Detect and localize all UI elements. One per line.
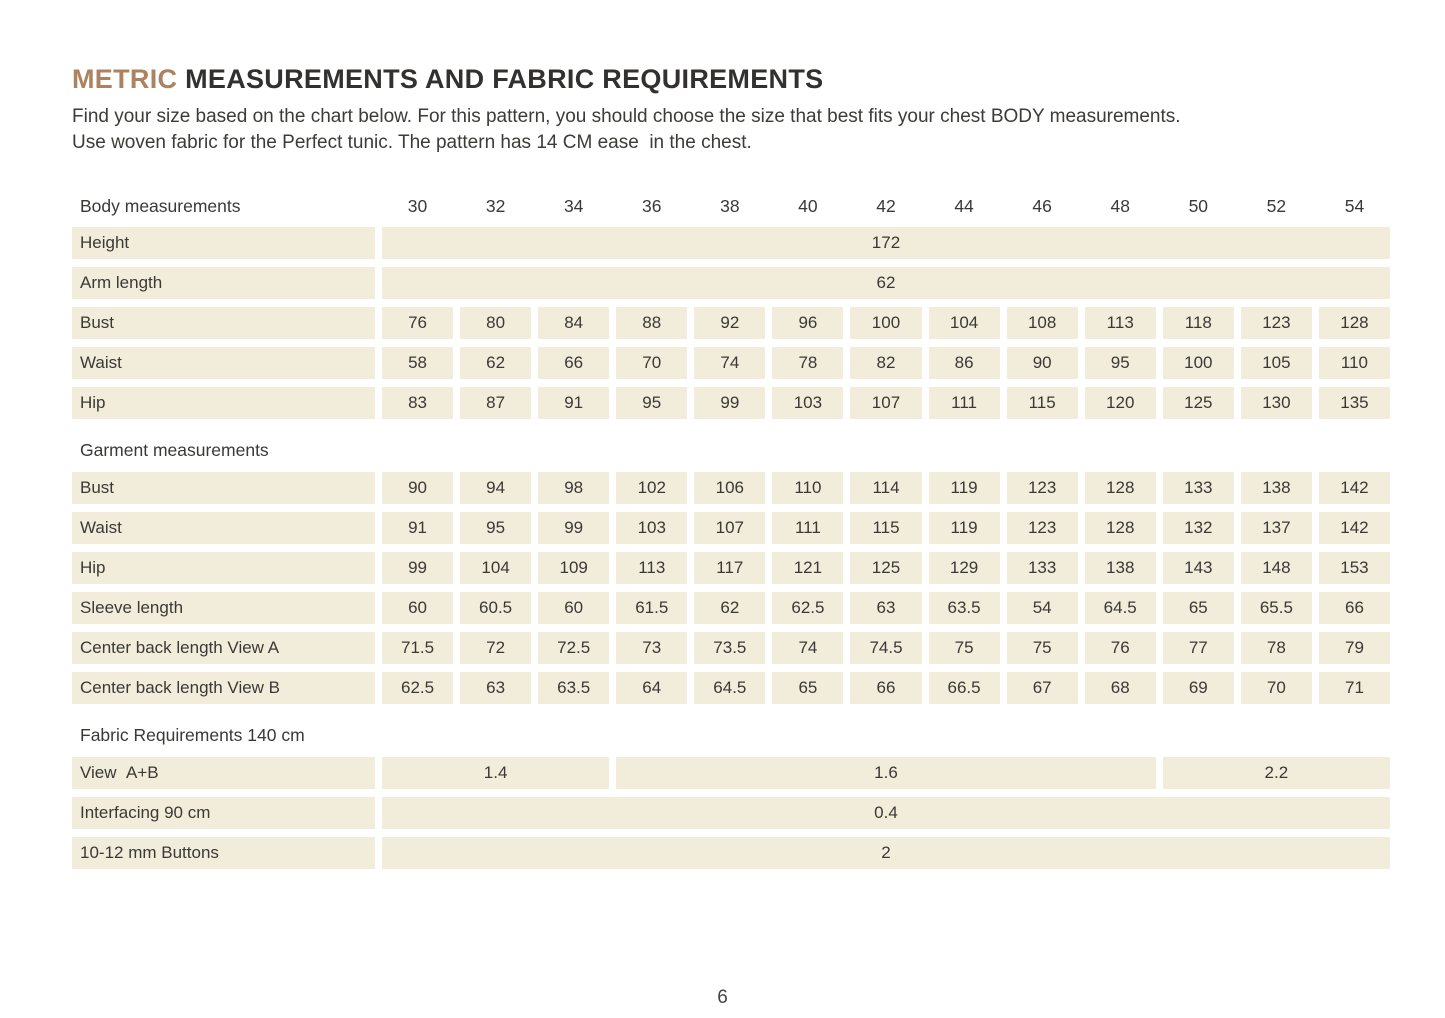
value-cell: 99 xyxy=(538,512,609,544)
value-cell: 74 xyxy=(694,347,765,379)
value-cell: 100 xyxy=(1163,347,1234,379)
row-label: Hip xyxy=(72,552,375,584)
intro-line-2: Use woven fabric for the Perfect tunic. The pattern has 14 CM ease in the chest. xyxy=(72,132,752,154)
value-cell: 62 xyxy=(460,347,531,379)
value-cell: 82 xyxy=(850,347,921,379)
value-cell: 74 xyxy=(772,632,843,664)
value-cell: 67 xyxy=(1007,672,1078,704)
value-cell: 92 xyxy=(694,307,765,339)
value-cell: 132 xyxy=(1163,512,1234,544)
size-column-header: 30 xyxy=(407,195,428,216)
value-cell: 111 xyxy=(772,512,843,544)
title-accent-word: METRIC xyxy=(72,64,178,94)
value-cell: 65.5 xyxy=(1241,592,1312,624)
value-cell: 91 xyxy=(382,512,453,544)
value-cell: 91 xyxy=(538,387,609,419)
section-header: Garment measurements xyxy=(80,440,269,461)
value-cell: 129 xyxy=(929,552,1000,584)
size-column-header: 44 xyxy=(954,195,974,216)
row-label: View A+B xyxy=(72,757,375,789)
value-cell: 109 xyxy=(538,552,609,584)
value-cell: 84 xyxy=(538,307,609,339)
merged-value-cell: 1.4 xyxy=(382,757,609,789)
row-label: Bust xyxy=(72,472,375,504)
value-cell: 133 xyxy=(1007,552,1078,584)
merged-value-cell: 2 xyxy=(382,837,1390,869)
value-cell: 142 xyxy=(1319,512,1390,544)
size-column-header: 50 xyxy=(1188,195,1209,216)
value-cell: 103 xyxy=(616,512,687,544)
value-cell: 111 xyxy=(929,387,1000,419)
value-cell: 90 xyxy=(1007,347,1078,379)
value-cell: 60 xyxy=(382,592,453,624)
row-label: Center back length View B xyxy=(72,672,375,704)
value-cell: 117 xyxy=(694,552,765,584)
value-cell: 72 xyxy=(460,632,531,664)
value-cell: 74.5 xyxy=(850,632,921,664)
value-cell: 120 xyxy=(1085,387,1156,419)
value-cell: 107 xyxy=(694,512,765,544)
value-cell: 60.5 xyxy=(460,592,531,624)
value-cell: 128 xyxy=(1085,512,1156,544)
value-cell: 123 xyxy=(1007,472,1078,504)
row-label: Bust xyxy=(72,307,375,339)
value-cell: 70 xyxy=(616,347,687,379)
row-label: Height xyxy=(72,227,375,259)
value-cell: 142 xyxy=(1319,472,1390,504)
value-cell: 70 xyxy=(1241,672,1312,704)
value-cell: 78 xyxy=(1241,632,1312,664)
value-cell: 86 xyxy=(929,347,1000,379)
value-cell: 118 xyxy=(1163,307,1234,339)
value-cell: 90 xyxy=(382,472,453,504)
value-cell: 60 xyxy=(538,592,609,624)
value-cell: 99 xyxy=(694,387,765,419)
value-cell: 113 xyxy=(1085,307,1156,339)
value-cell: 65 xyxy=(1163,592,1234,624)
row-label: Arm length xyxy=(72,267,375,299)
value-cell: 113 xyxy=(616,552,687,584)
merged-value-cell: 2.2 xyxy=(1163,757,1390,789)
value-cell: 95 xyxy=(460,512,531,544)
value-cell: 54 xyxy=(1007,592,1078,624)
value-cell: 78 xyxy=(772,347,843,379)
size-column-header: 38 xyxy=(720,195,740,216)
value-cell: 66.5 xyxy=(929,672,1000,704)
value-cell: 123 xyxy=(1241,307,1312,339)
value-cell: 102 xyxy=(616,472,687,504)
value-cell: 75 xyxy=(929,632,1000,664)
value-cell: 153 xyxy=(1319,552,1390,584)
value-cell: 75 xyxy=(1007,632,1078,664)
intro-paragraph xyxy=(72,104,1390,156)
value-cell: 104 xyxy=(460,552,531,584)
page-number: 6 xyxy=(717,987,728,1008)
value-cell: 63 xyxy=(460,672,531,704)
value-cell: 87 xyxy=(460,387,531,419)
value-cell: 65 xyxy=(772,672,843,704)
value-cell: 125 xyxy=(1163,387,1234,419)
value-cell: 108 xyxy=(1007,307,1078,339)
page-content xyxy=(72,64,1390,869)
value-cell: 64 xyxy=(616,672,687,704)
row-label: Hip xyxy=(72,387,375,419)
size-column-header: 42 xyxy=(876,195,896,216)
value-cell: 61.5 xyxy=(616,592,687,624)
value-cell: 128 xyxy=(1319,307,1390,339)
value-cell: 73 xyxy=(616,632,687,664)
value-cell: 125 xyxy=(850,552,921,584)
value-cell: 83 xyxy=(382,387,453,419)
row-label: Waist xyxy=(72,347,375,379)
value-cell: 68 xyxy=(1085,672,1156,704)
value-cell: 133 xyxy=(1163,472,1234,504)
size-column-header: 52 xyxy=(1266,195,1287,216)
value-cell: 119 xyxy=(929,512,1000,544)
value-cell: 104 xyxy=(929,307,1000,339)
value-cell: 105 xyxy=(1241,347,1312,379)
value-cell: 121 xyxy=(772,552,843,584)
value-cell: 123 xyxy=(1007,512,1078,544)
value-cell: 71.5 xyxy=(382,632,453,664)
value-cell: 95 xyxy=(1085,347,1156,379)
value-cell: 66 xyxy=(1319,592,1390,624)
value-cell: 80 xyxy=(460,307,531,339)
value-cell: 130 xyxy=(1241,387,1312,419)
size-column-header: 48 xyxy=(1110,195,1130,216)
row-label: Center back length View A xyxy=(72,632,375,664)
merged-value-cell: 1.6 xyxy=(616,757,1156,789)
value-cell: 72.5 xyxy=(538,632,609,664)
value-cell: 58 xyxy=(382,347,453,379)
size-column-header: 34 xyxy=(563,195,584,216)
row-label: 10-12 mm Buttons xyxy=(72,837,375,869)
value-cell: 63 xyxy=(850,592,921,624)
value-cell: 77 xyxy=(1163,632,1234,664)
value-cell: 66 xyxy=(850,672,921,704)
value-cell: 137 xyxy=(1241,512,1312,544)
value-cell: 110 xyxy=(1319,347,1390,379)
value-cell: 138 xyxy=(1241,472,1312,504)
column-header-body-measurements: Body measurements xyxy=(80,195,241,216)
size-column-header: 54 xyxy=(1344,195,1365,216)
size-column-header: 46 xyxy=(1032,195,1052,216)
value-cell: 62.5 xyxy=(382,672,453,704)
value-cell: 94 xyxy=(460,472,531,504)
value-cell: 66 xyxy=(538,347,609,379)
row-label: Waist xyxy=(72,512,375,544)
value-cell: 73.5 xyxy=(694,632,765,664)
merged-value-cell: 172 xyxy=(382,227,1390,259)
value-cell: 98 xyxy=(538,472,609,504)
value-cell: 135 xyxy=(1319,387,1390,419)
value-cell: 115 xyxy=(850,512,921,544)
merged-value-cell: 62 xyxy=(382,267,1390,299)
value-cell: 96 xyxy=(772,307,843,339)
value-cell: 115 xyxy=(1007,387,1078,419)
value-cell: 138 xyxy=(1085,552,1156,584)
title-rest: MEASUREMENTS AND FABRIC REQUIREMENTS xyxy=(177,64,824,94)
value-cell: 110 xyxy=(772,472,843,504)
value-cell: 76 xyxy=(382,307,453,339)
merged-value-cell: 0.4 xyxy=(382,797,1390,829)
value-cell: 95 xyxy=(616,387,687,419)
value-cell: 128 xyxy=(1085,472,1156,504)
section-header: Fabric Requirements 140 cm xyxy=(80,725,305,746)
row-label: Sleeve length xyxy=(72,592,375,624)
value-cell: 103 xyxy=(772,387,843,419)
value-cell: 114 xyxy=(850,472,921,504)
value-cell: 119 xyxy=(929,472,1000,504)
value-cell: 106 xyxy=(694,472,765,504)
size-column-header: 36 xyxy=(642,195,662,216)
size-column-header: 40 xyxy=(798,195,818,216)
value-cell: 62 xyxy=(694,592,765,624)
value-cell: 99 xyxy=(382,552,453,584)
value-cell: 100 xyxy=(850,307,921,339)
value-cell: 62.5 xyxy=(772,592,843,624)
value-cell: 107 xyxy=(850,387,921,419)
value-cell: 64.5 xyxy=(1085,592,1156,624)
row-label: Interfacing 90 cm xyxy=(72,797,375,829)
intro-line-1: Find your size based on the chart below. For this pattern, you should choose the size that best fits your chest BODY measurements. xyxy=(72,106,1181,128)
value-cell: 88 xyxy=(616,307,687,339)
size-table xyxy=(72,193,1390,869)
value-cell: 64.5 xyxy=(694,672,765,704)
value-cell: 63.5 xyxy=(929,592,1000,624)
value-cell: 69 xyxy=(1163,672,1234,704)
value-cell: 71 xyxy=(1319,672,1390,704)
value-cell: 148 xyxy=(1241,552,1312,584)
value-cell: 63.5 xyxy=(538,672,609,704)
value-cell: 76 xyxy=(1085,632,1156,664)
value-cell: 143 xyxy=(1163,552,1234,584)
value-cell: 79 xyxy=(1319,632,1390,664)
size-column-header: 32 xyxy=(485,195,506,216)
page-title xyxy=(72,64,1390,95)
